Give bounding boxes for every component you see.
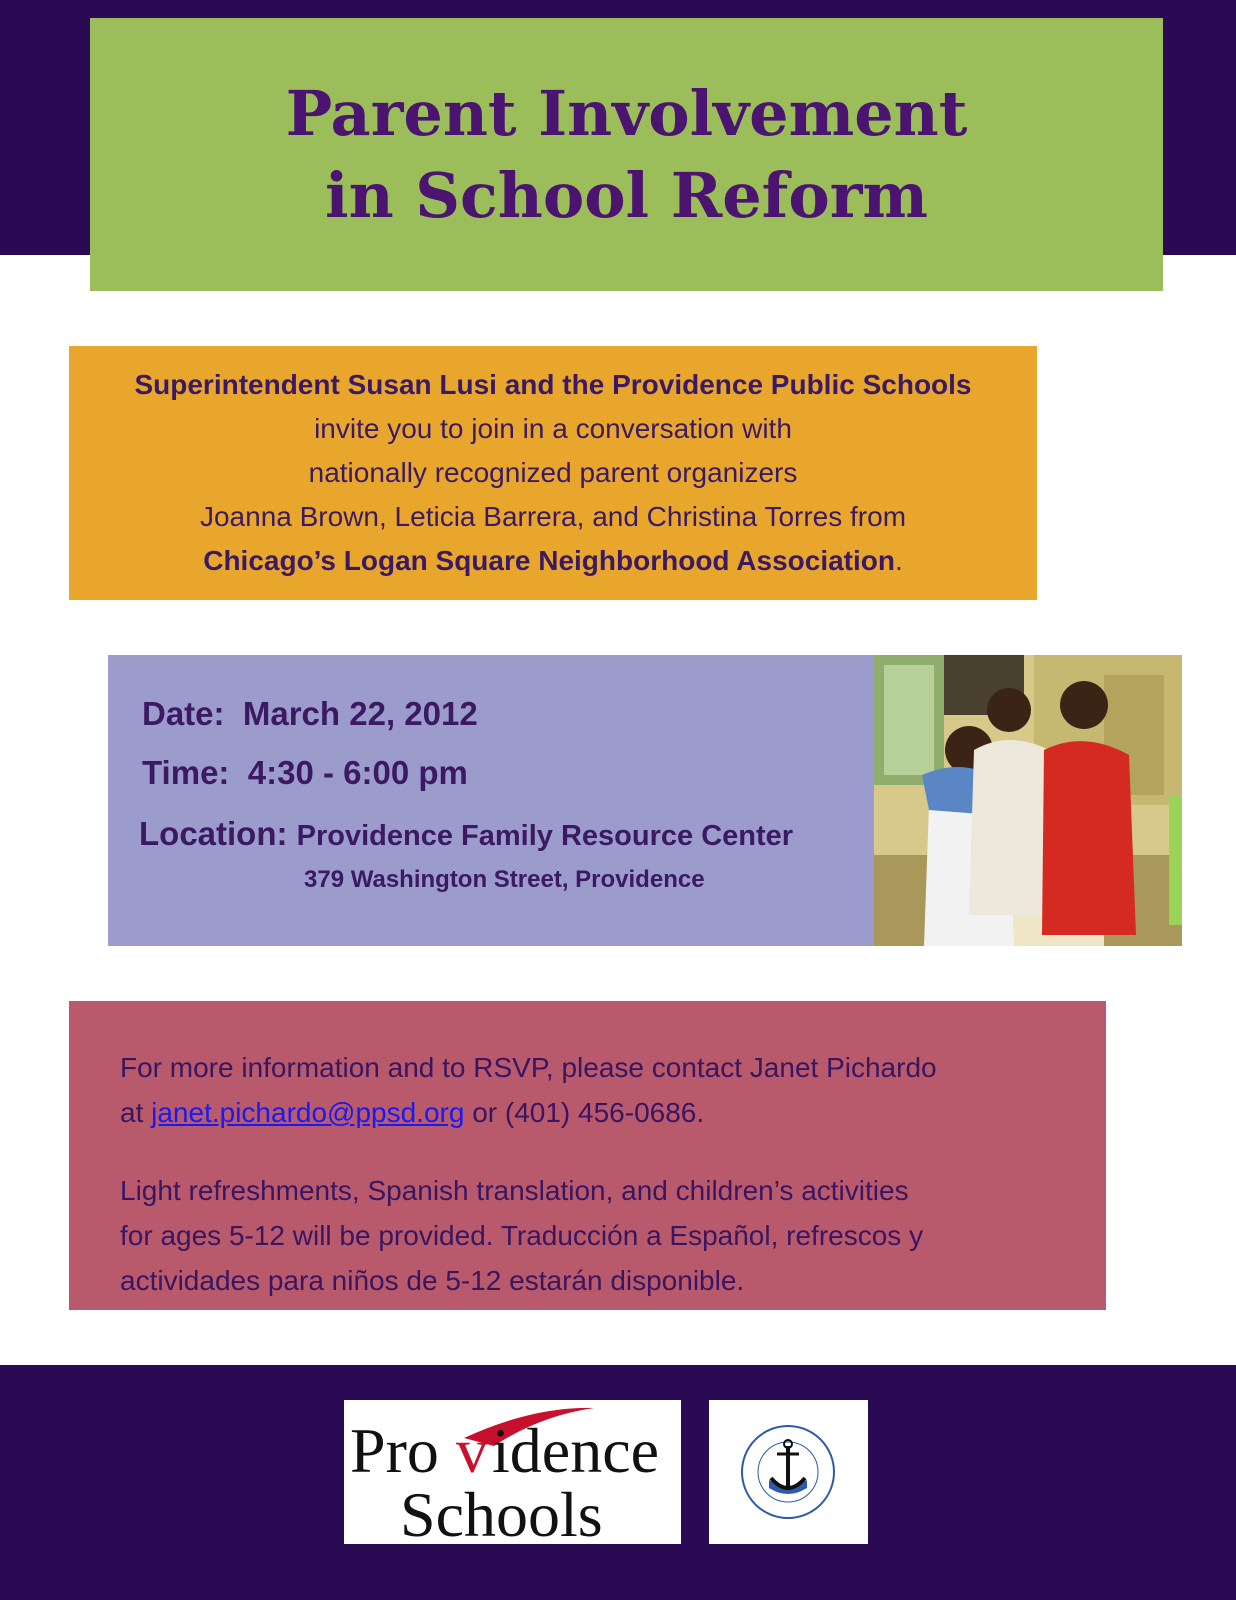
refreshments-line-3: actividades para niños de 5-12 estarán disponible. xyxy=(120,1265,745,1296)
contact-text: For more information and to RSVP, please contact Janet Pichardo xyxy=(120,1052,937,1083)
title-box xyxy=(90,18,1163,291)
providence-schools-logo-icon xyxy=(344,1400,681,1544)
title-line-1: Parent Involvement xyxy=(285,76,968,150)
time-label: Time: xyxy=(142,754,230,791)
event-details-box xyxy=(108,655,874,946)
event-date xyxy=(142,695,478,733)
location-label: Location: xyxy=(139,815,288,852)
refreshments-line-2: for ages 5-12 will be provided. Traducción a Español, refrescos y xyxy=(120,1220,924,1251)
svg-text:v: v xyxy=(456,1415,488,1486)
children-photo-icon xyxy=(874,655,1182,946)
location-value: Providence Family Resource Center xyxy=(296,820,794,852)
board-of-regents-seal xyxy=(709,1400,868,1544)
svg-text:idence: idence xyxy=(492,1415,659,1486)
seal-icon xyxy=(709,1400,868,1544)
contact-at: at xyxy=(120,1097,144,1128)
event-address: 379 Washington Street, Providence xyxy=(304,866,705,893)
invite-line-3: nationally recognized parent organizers xyxy=(308,457,798,488)
contact-phone: or (401) 456-0686. xyxy=(472,1097,705,1128)
invite-period: . xyxy=(894,545,903,576)
date-value: March 22, 2012 xyxy=(242,695,478,732)
children-photo xyxy=(874,655,1182,946)
contact-paragraph xyxy=(120,1045,1080,1135)
time-value: 4:30 - 6:00 pm xyxy=(247,754,468,791)
refreshments-paragraph xyxy=(120,1168,1090,1303)
invite-box xyxy=(69,346,1037,600)
title-line-2: in School Reform xyxy=(325,158,928,232)
invite-line-2: invite you to join in a conversation with xyxy=(314,413,792,444)
svg-text:Schools: Schools xyxy=(400,1479,603,1544)
invite-organization: Chicago’s Logan Square Neighborhood Association xyxy=(203,545,895,576)
providence-schools-logo xyxy=(344,1400,681,1544)
info-box xyxy=(69,1001,1106,1310)
event-time xyxy=(142,754,468,792)
svg-text:Pro: Pro xyxy=(350,1415,439,1486)
invite-line-4: Joanna Brown, Leticia Barrera, and Christina Torres from xyxy=(199,501,907,532)
event-location xyxy=(139,815,793,853)
invite-line-5 xyxy=(203,539,903,583)
date-label: Date: xyxy=(142,695,225,732)
refreshments-line-1: Light refreshments, Spanish translation, and children’s activities xyxy=(120,1175,909,1206)
invite-line-1: Superintendent Susan Lusi and the Providence Public Schools xyxy=(134,369,972,400)
email-link[interactable]: janet.pichardo@ppsd.org xyxy=(151,1097,465,1128)
